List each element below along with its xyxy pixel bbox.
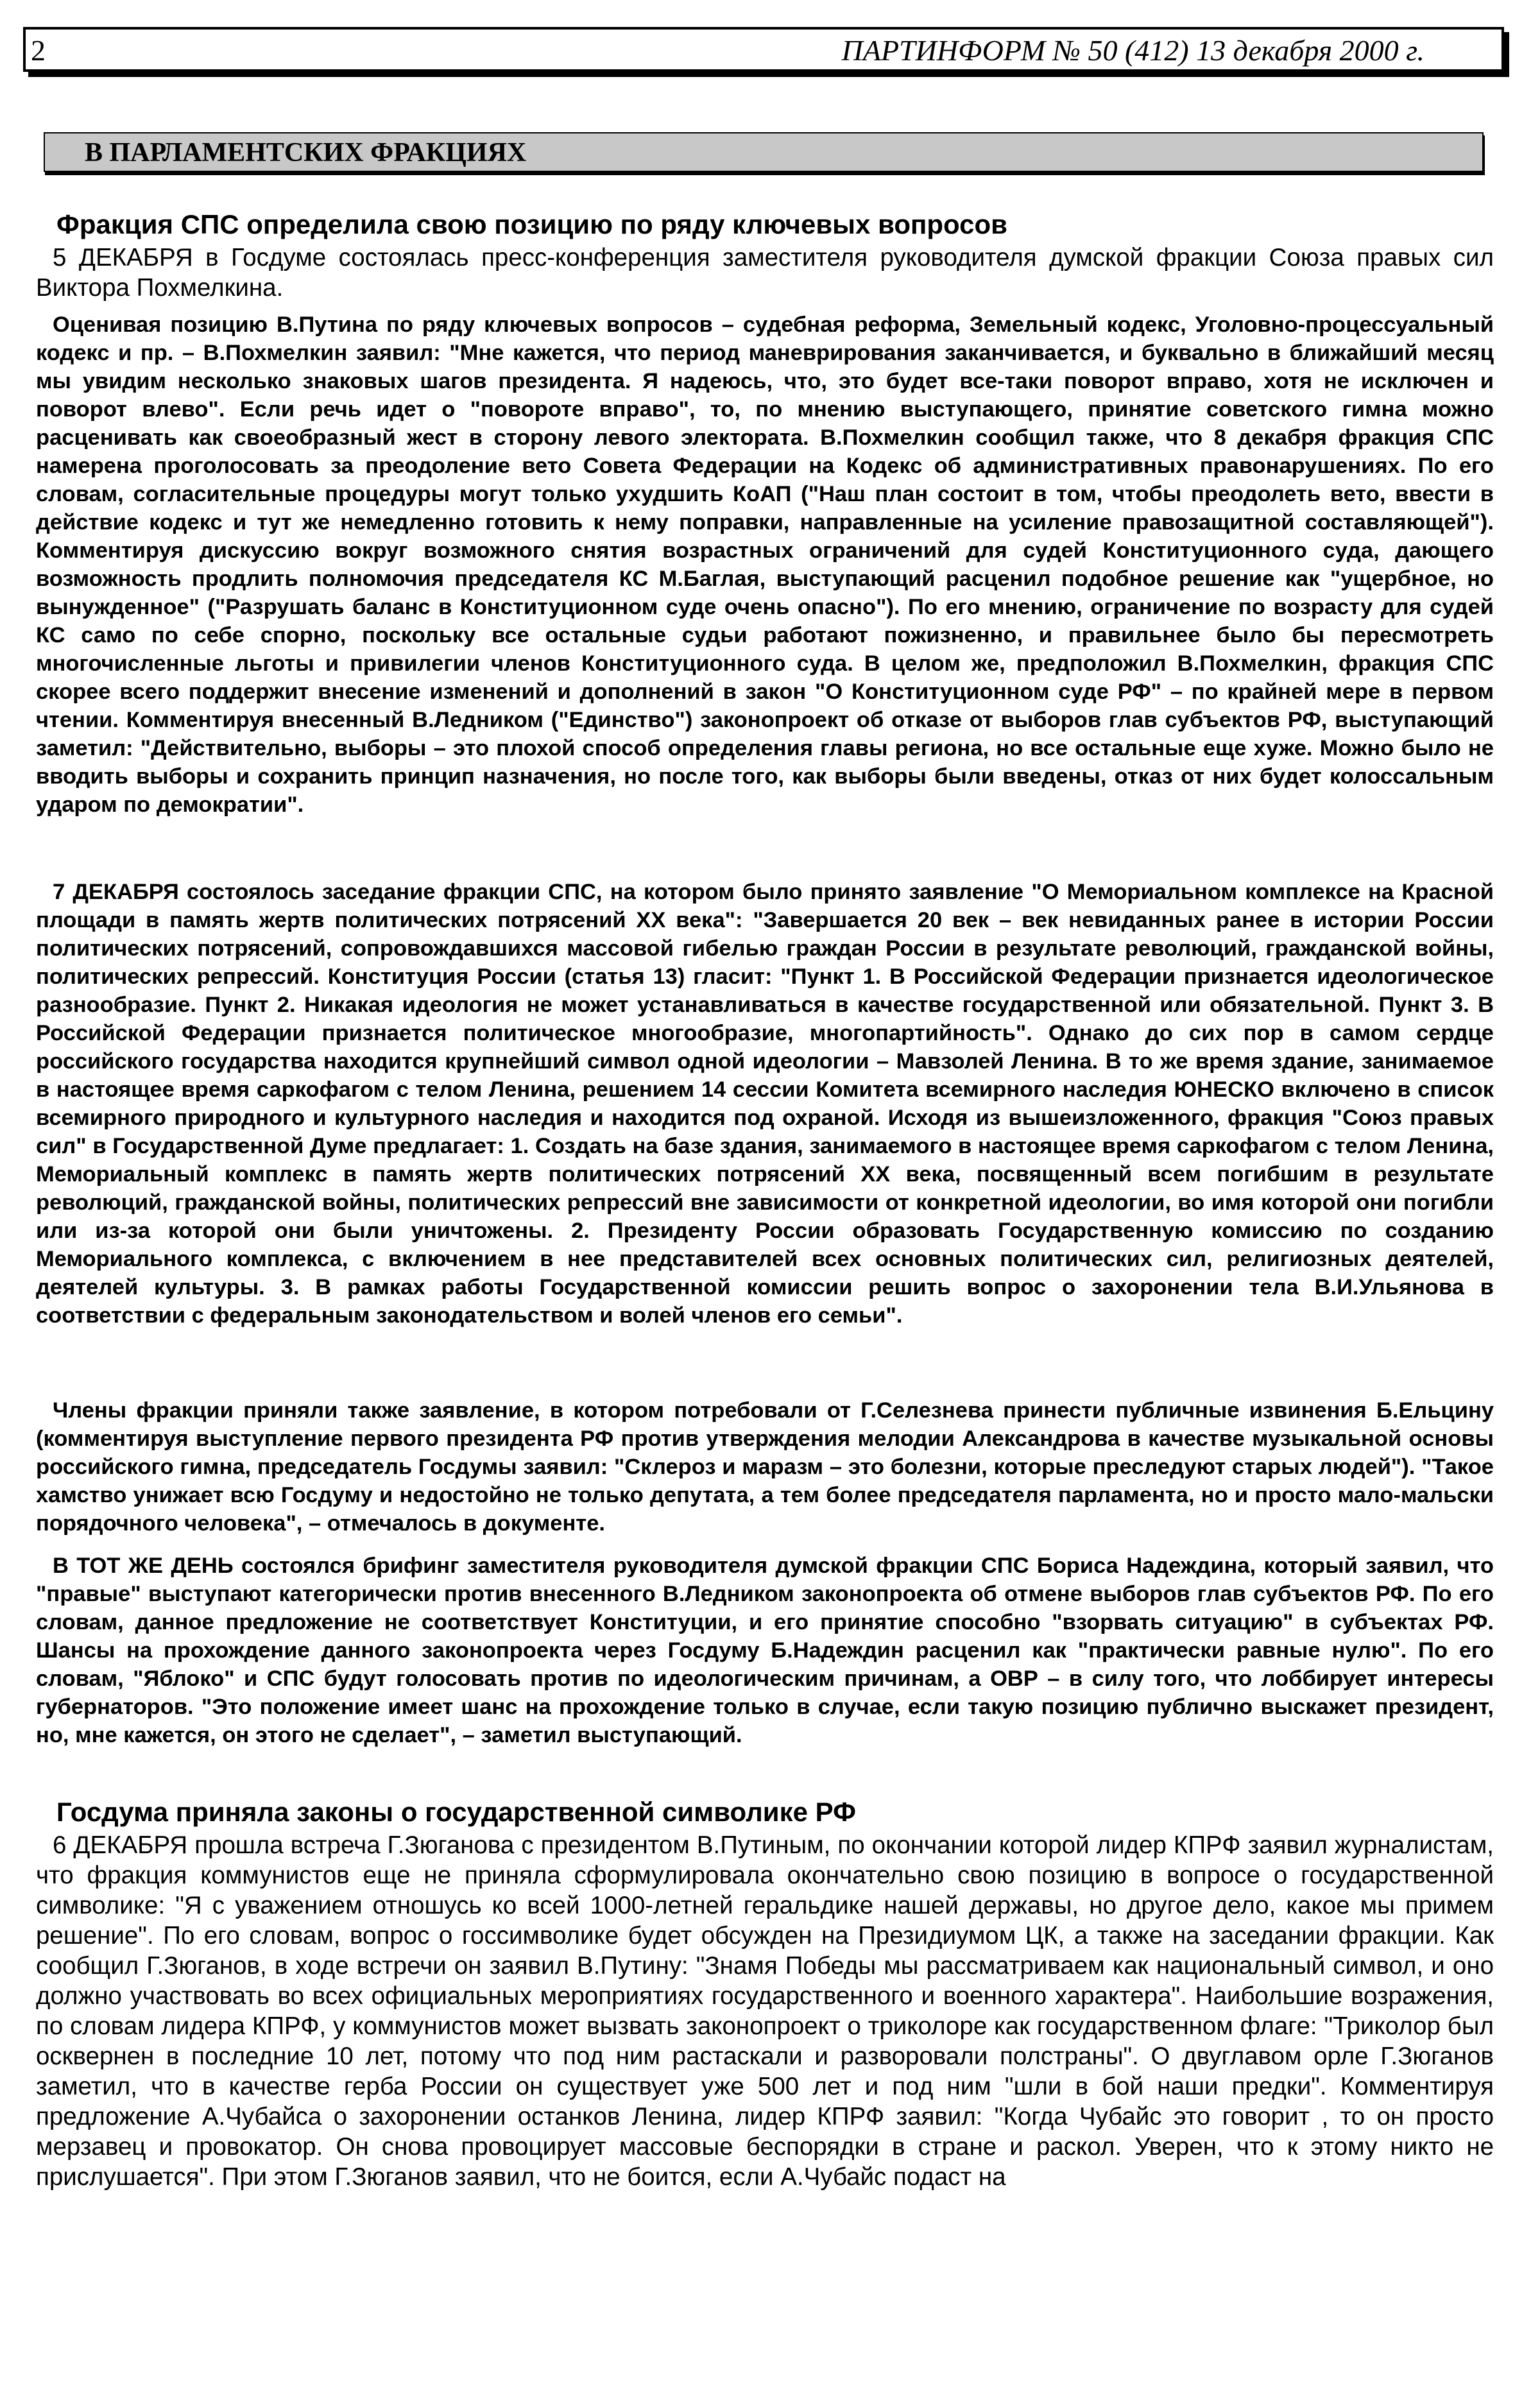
section-banner xyxy=(44,132,1484,172)
section-title: В ПАРЛАМЕНТСКИХ ФРАКЦИЯХ xyxy=(85,138,527,167)
article-lead: 5 ДЕКАБРЯ в Госдуме состоялась пресс-конференция заместителя руководителя думской фракции Союза правых сил Виктора Похмелкина. xyxy=(36,244,1494,302)
article-title: Фракция СПС определила свою позицию по ряду ключевых вопросов xyxy=(56,209,1007,239)
article-title: Госдума приняла законы о государственной символике РФ xyxy=(56,1797,856,1827)
article-paragraph: 6 ДЕКАБРЯ прошла встреча Г.Зюганова с президентом В.Путиным, по окончании которой лидер КПРФ заявил журналистам, что фракция коммунистов еще не приняла сформулировала окончательно свою позицию в вопросе о государственной символике: "Я с уважением отношусь ко всей 1000-летней геральдике нашей державы, но другое дело, какое мы примем решение". По его словам, вопрос о госсимволике будет обсужден на Президиумом ЦК, а также на заседании фракции. Как сообщил Г.Зюганов, в ходе встречи он заявил В.Путину: "Знамя Победы мы рассматриваем как национальный символ, и оно должно участвовать во всех официальных мероприятиях государственного и военного характера". Наибольшие возражения, по словам лидера КПРФ, у коммунистов может вызвать законопроект о триколоре как государственном флаге: "Триколор был осквернен в последние 10 лет, потому что под ним растаскали и разворовали полстраны". О двуглавом орле Г.Зюганов заметил, что в качестве герба России он существует уже 500 лет и под ним "шли в бой наши предки". Комментируя предложение А.Чубайса о захоронении останков Ленина, лидер КПРФ заявил: "Когда Чубайс это говорит , то он просто мерзавец и провокатор. Он снова провоцирует массовые беспорядки в стране и раскол. Уверен, что к этому никто не прислушается". При этом Г.Зюганов заявил, что не боится, если А.Чубайс подаст на xyxy=(36,1831,1494,2191)
article-paragraph: В ТОТ ЖЕ ДЕНЬ состоялся брифинг заместителя руководителя думской фракции СПС Бориса Надеждина, который заявил, что "правые" выступают категорически против внесенного В.Ледником законопроекта об отмене выборов глав субъектов РФ. По его словам, данное предложение не соответствует Конституции, и его принятие способно "взорвать ситуацию" в субъектах РФ. Шансы на прохождение данного законопроекта через Госдуму Б.Надеждин расценил как "практически равные нулю". По его словам, "Яблоко" и СПС будут голосовать против по идеологическим причинам, а ОВР – в силу того, что лоббирует интересы губернаторов. "Это положение имеет шанс на прохождение только в случае, если такую позицию публично выскажет президент, но, мне кажется, он этого не сделает", – заметил выступающий. xyxy=(36,1554,1494,1747)
page-number: 2 xyxy=(31,34,46,67)
article-paragraph: Оценивая позицию В.Путина по ряду ключевых вопросов – судебная реформа, Земельный кодекс, Уголовно-процессуальный кодекс и пр. – В.Похмелкин заявил: "Мне кажется, что период маневрирования заканчивается, и буквально в ближайший месяц мы увидим несколько знаковых шагов президента. Я надеюсь, что, это будет все-таки поворот вправо, хотя не исключен и поворот влево". Если речь идет о "повороте вправо", то, по мнению выступающего, принятие советского гимна можно расценивать как своеобразный жест в сторону левого электората. В.Похмелкин сообщил также, что 8 декабря фракция СПС намерена проголосовать за преодоление вето Совета Федерации на Кодекс об административных правонарушениях. По его словам, согласительные процедуры могут только ухудшить КоАП ("Наш план состоит в том, чтобы преодолеть вето, ввести в действие кодекс и тут же немедленно готовить к нему поправки, направленные на усиление правозащитной составляющей"). Комментируя дискуссию вокруг возможного снятия возрастных ограничений для судей Конституционного суда, дающего возможность продлить полномочия председателя КС М.Баглая, выступающий расценил подобное решение как "ущербное, но вынужденное" ("Разрушать баланс в Конституционном суде очень опасно"). По его мнению, ограничение по возрасту для судей КС само по себе спорно, поскольку все остальные судьи работают пожизненно, и правильнее было бы пересмотреть многочисленные льготы и привилегии членов Конституционного суда. В целом же, предположил В.Похмелкин, фракция СПС скорее всего поддержит внесение изменений и дополнений в закон "О Конституционном суде РФ" – по крайней мере в первом чтении. Комментируя внесенный В.Ледником ("Единство") законопроект об отказе от выборов глав субъектов РФ, выступающий заметил: "Действительно, выборы – это плохой способ определения главы региона, но все остальные еще хуже. Можно было не вводить выборы и сохранить принцип назначения, но после того, как выборы были введены, отказ от них будет колоссальным ударом по демократии". xyxy=(36,313,1494,817)
article-paragraph: 7 ДЕКАБРЯ состоялось заседание фракции СПС, на котором было принято заявление "О Мемориальном комплексе на Красной площади в память жертв политических потрясений XX века": "Завершается 20 век – век невиданных ранее в истории России политических потрясений, сопровождавшихся массовой гибелью граждан России в результате революций, гражданской войны, политических репрессий. Конституция России (статья 13) гласит: "Пункт 1. В Российской Федерации признается идеологическое разнообразие. Пункт 2. Никакая идеология не может устанавливаться в качестве государственной или обязательной. Пункт 3. В Российской Федерации признается политическое многообразие, многопартийность". Однако до сих пор в самом сердце российского государства находится крупнейший символ одной идеологии – Мавзолей Ленина. В то же время здание, занимаемое в настоящее время саркофагом с телом Ленина, решением 14 сессии Комитета всемирного наследия ЮНЕСКО включено в список всемирного природного и культурного наследия и находится под охраной. Исходя из вышеизложенного, фракция "Союз правых сил" в Государственной Думе предлагает: 1. Создать на базе здания, занимаемого в настоящее время саркофагом с телом Ленина, Мемориальный комплекс в память жертв политических потрясений XX века, посвященный всем погибшим в результате революций, гражданской войны, политических репрессий вне зависимости от конкретной идеологии, во имя которой они погибли или из-за которой они были уничтожены. 2. Президенту России образовать Государственную комиссию по созданию Мемориального комплекса, с включением в нее представителей всех основных политических сил, религиозных деятелей, деятелей культуры. 3. В рамках работы Государственной комиссии решить вопрос о захоронении тела В.И.Ульянова в соответствии с федеральным законодательством и волей членов его семьи". xyxy=(36,880,1494,1328)
page-header xyxy=(23,27,1504,72)
masthead: ПАРТИНФОРМ № 50 (412) 13 декабря 2000 г. xyxy=(841,34,1425,67)
article-paragraph: Члены фракции приняли также заявление, в котором потребовали от Г.Селезнева принести публичные извинения Б.Ельцину (комментируя выступление первого президента РФ против утверждения мелодии Александрова в качестве музыкальной основы российского гимна, председатель Госдумы заявил: "Склероз и маразм – это болезни, которые преследуют старых людей"). "Такое хамство унижает всю Госдуму и недостойно не только депутата, а тем более председателя парламента, но и просто мало-мальски порядочного человека", – отмечалось в документе. xyxy=(36,1398,1494,1536)
